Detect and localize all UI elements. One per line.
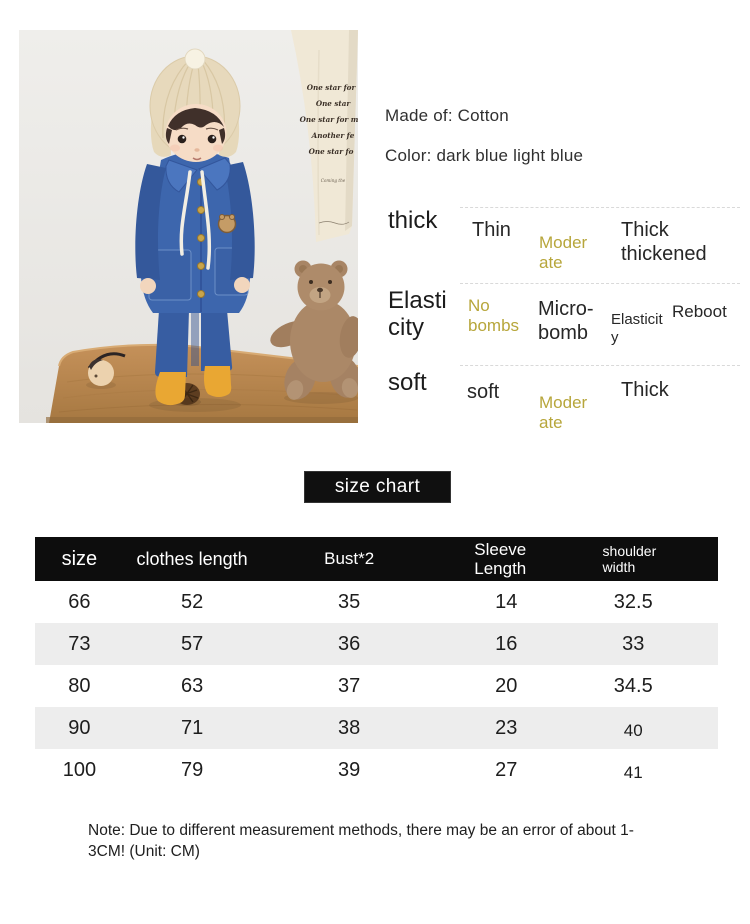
table-cell: 41 (623, 762, 643, 782)
attr-label: soft (388, 369, 427, 396)
column-header: clothes length (136, 548, 248, 569)
hand-right (234, 277, 250, 293)
attr-values (460, 283, 740, 366)
attr-value-selected: Moderate (539, 393, 588, 433)
table-cell: 40 (623, 720, 643, 740)
column-header (438, 537, 575, 581)
attr-value-selected: Moderate (539, 233, 588, 273)
color-line: Color: dark blue light blue (385, 146, 584, 165)
attr-value: Micro-bomb (538, 298, 594, 344)
table-cell: 37 (338, 674, 361, 697)
attr-value: Elasticity (611, 311, 663, 346)
attr-label: Elasticity (388, 287, 447, 341)
table-cell: 36 (338, 632, 361, 655)
yellow-sock-left (155, 372, 186, 405)
table-row (35, 707, 718, 749)
banner-line: One star (315, 99, 351, 108)
denim-leg-left (155, 310, 189, 377)
attr-value: soft (467, 381, 500, 403)
table-cell: 14 (495, 590, 518, 613)
attr-value: Reboot (672, 302, 727, 321)
yellow-sock-right (204, 366, 231, 397)
banner-line: One star fo (308, 147, 354, 156)
column-header: Bust*2 (324, 549, 375, 568)
table-cell: 63 (180, 674, 204, 697)
column-header (575, 537, 718, 581)
table-cell: 27 (495, 758, 518, 781)
table-cell: 100 (62, 758, 97, 781)
hand-left (140, 278, 156, 294)
size-chart-ribbon: size chart (305, 472, 450, 502)
table-cell: 34.5 (613, 674, 653, 697)
table-cell: 23 (495, 716, 518, 739)
table-cell: 32.5 (613, 590, 653, 613)
size-table (35, 537, 718, 791)
table-cell: 33 (622, 632, 645, 655)
attr-row-elasticity (388, 283, 740, 365)
table-cell: 16 (495, 632, 518, 655)
banner-footnote: Coming the (320, 178, 346, 183)
attr-value-selected: No bombs (468, 296, 520, 336)
table-cell: 90 (68, 716, 91, 739)
banner-line: One star for (306, 83, 356, 92)
attr-value: Thick thickened (621, 219, 707, 265)
size-table-header (35, 537, 718, 581)
attr-label: thick (388, 207, 438, 234)
column-header-text: Sleeve Length (474, 539, 527, 578)
table-cell: 39 (338, 758, 361, 781)
attr-row-thick (388, 207, 740, 283)
hat-pompom (185, 49, 205, 69)
attr-value: Thin (472, 219, 511, 241)
table-cell: 52 (180, 590, 204, 613)
table-row (35, 665, 718, 707)
table-row (35, 581, 718, 623)
table-cell: 35 (338, 590, 361, 613)
banner-line: One star for m (299, 115, 358, 124)
table-cell: 66 (68, 590, 91, 613)
table-row (35, 749, 718, 791)
attr-row-soft (388, 365, 740, 433)
table-cell: 71 (180, 716, 204, 739)
table-cell: 57 (180, 632, 204, 655)
measurement-note: Note: Due to different measurement methods, there may be an error of about 1-3CM! (Unit: CM) (88, 822, 634, 860)
attr-values (460, 365, 740, 433)
attr-value: Thick (621, 379, 669, 401)
attr-values (460, 207, 740, 284)
table-row (35, 623, 718, 665)
table-cell: 38 (338, 716, 361, 739)
table-cell: 73 (68, 632, 91, 655)
made-of-line: Made of: Cotton (385, 106, 509, 125)
banner-line: Another fe (311, 131, 355, 140)
column-header-text: shoulder width (602, 542, 657, 575)
denim-leg-right (201, 310, 232, 371)
table-cell: 20 (495, 674, 518, 697)
column-header: size (61, 547, 98, 570)
table-cell: 79 (180, 758, 204, 781)
product-photo[interactable] (19, 30, 358, 423)
table-cell: 80 (68, 674, 91, 697)
